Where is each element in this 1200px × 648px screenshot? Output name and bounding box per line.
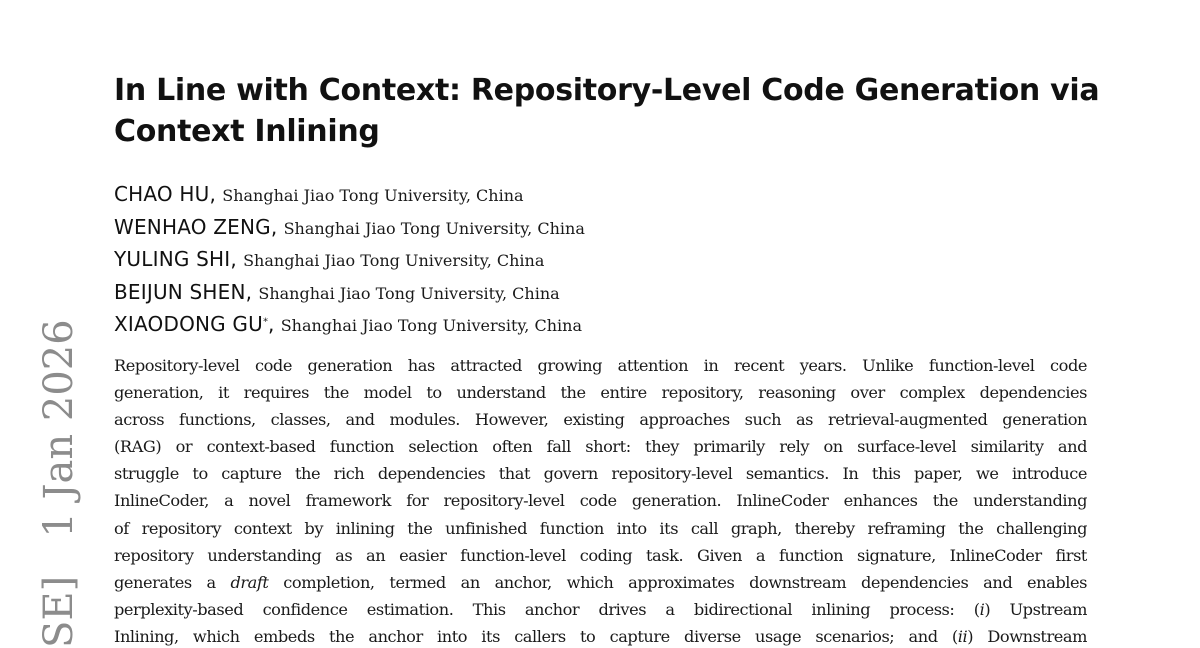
abstract-line: Inlining, which embeds the anchor into its callers to capture diverse usage scenarios; and (ii) Downstream	[114, 626, 1087, 646]
abstract-line: generates a draft completion, termed an anchor, which approximates downstream dependencies and enables	[114, 572, 1087, 592]
arxiv-sidebar-stamp: SE] 1 Jan 2026	[36, 319, 82, 648]
author-name: WENHAO ZENG	[114, 214, 271, 239]
author-entry: BEIJUN SHEN, Shanghai Jiao Tong University, China	[114, 279, 560, 304]
abstract-line: struggle to capture the rich dependencies that govern repository-level semantics. In this paper, we introduce	[114, 464, 1087, 484]
paper-title	[114, 70, 1114, 152]
paper-title-line-1: In Line with Context: Repository-Level Code Generation via	[114, 73, 1100, 108]
emphasis-draft: draft	[230, 572, 269, 592]
abstract-line: InlineCoder, a novel framework for repository-level code generation. InlineCoder enhances the understanding	[114, 491, 1087, 511]
author-affiliation: Shanghai Jiao Tong University, China	[283, 218, 585, 238]
author-affiliation: Shanghai Jiao Tong University, China	[258, 283, 560, 303]
author-affiliation: Shanghai Jiao Tong University, China	[222, 186, 524, 205]
abstract	[114, 352, 1087, 648]
author-name: CHAO HU	[114, 182, 210, 206]
corresponding-author-marker: *	[262, 316, 268, 328]
author-entry: WENHAO ZENG, Shanghai Jiao Tong University, China	[114, 214, 585, 239]
abstract-line: Repository-level code generation has attracted growing attention in recent years. Unlike function-level code	[114, 356, 1087, 375]
abstract-line: of repository context by inlining the unfinished function into its call graph, thereby reframing the challenging	[114, 518, 1087, 538]
abstract-line: (RAG) or context-based function selection often fall short: they primarily rely on surface-level similarity and	[114, 437, 1087, 457]
author-entry: XIAODONG GU*, Shanghai Jiao Tong University, China	[114, 312, 582, 336]
emphasis-i: i	[979, 599, 985, 619]
author-entry: YULING SHI, Shanghai Jiao Tong University, China	[114, 247, 545, 271]
author-affiliation: Shanghai Jiao Tong University, China	[280, 316, 582, 335]
abstract-line: perplexity-based confidence estimation. This anchor drives a bidirectional inlining process: (i) Upstream	[114, 599, 1087, 619]
emphasis-ii: ii	[957, 626, 968, 646]
author-affiliation: Shanghai Jiao Tong University, China	[243, 251, 545, 270]
author-list	[114, 178, 1014, 341]
author-name: XIAODONG GU	[114, 312, 263, 336]
author-name: YULING SHI	[114, 247, 231, 271]
abstract-line: repository understanding as an easier function-level coding task. Given a function signature, InlineCoder first	[114, 545, 1087, 565]
paper-title-line-2: Context Inlining	[114, 114, 380, 149]
abstract-line: generation, it requires the model to understand the entire repository, reasoning over complex dependencies	[114, 383, 1087, 403]
abstract-line: across functions, classes, and modules. However, existing approaches such as retrieval-augmented generation	[114, 410, 1087, 430]
author-name: BEIJUN SHEN	[114, 279, 246, 304]
author-entry: CHAO HU, Shanghai Jiao Tong University, China	[114, 182, 524, 206]
